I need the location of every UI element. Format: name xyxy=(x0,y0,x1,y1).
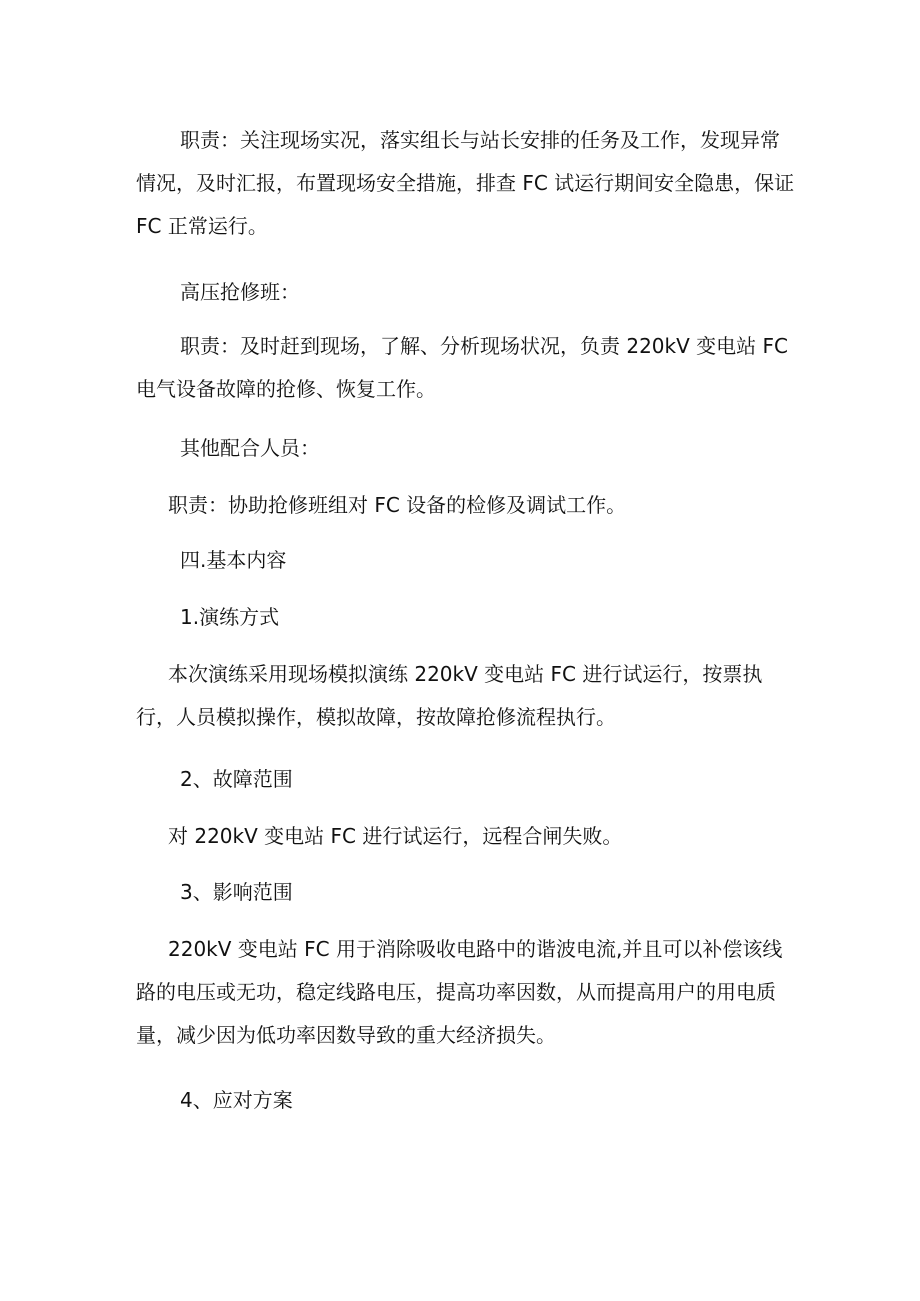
paragraph-duties-site-monitor: 职责：关注现场实况，落实组长与站长安排的任务及工作，发现异常情况，及时汇报，布置现场安全措施，排查 FC 试运行期间安全隐患，保证 FC 正常运行。 xyxy=(136,128,795,238)
paragraph-drill-method: 本次演练采用现场模拟演练 220kV 变电站 FC 进行试运行，按票执行，人员模拟操作，模拟故障，按故障抢修流程执行。 xyxy=(136,662,763,729)
heading-impact-scope: 3、影响范围 xyxy=(180,880,293,904)
paragraph-impact-scope: 220kV 变电站 FC 用于消除吸收电路中的谐波电流,并且可以补偿该线路的电压或无功，稳定线路电压，提高功率因数，从而提高用户的用电质量，减少因为低功率因数导致的重大经济损失。 xyxy=(136,937,783,1047)
heading-basic-content: 四.基本内容 xyxy=(180,548,287,572)
heading-fault-scope: 2、故障范围 xyxy=(180,767,293,791)
paragraph-duties-other-personnel: 职责：协助抢修班组对 FC 设备的检修及调试工作。 xyxy=(168,493,627,517)
paragraph-duties-repair-team: 职责：及时赶到现场，了解、分析现场状况，负责 220kV 变电站 FC 电气设备故障的抢修、恢复工作。 xyxy=(136,334,788,401)
paragraph-fault-scope: 对 220kV 变电站 FC 进行试运行，远程合闸失败。 xyxy=(168,824,623,848)
heading-response-plan: 4、应对方案 xyxy=(180,1088,293,1112)
paragraph-high-voltage-repair-team: 高压抢修班： xyxy=(180,280,300,304)
paragraph-other-personnel: 其他配合人员： xyxy=(180,436,320,460)
heading-drill-method: 1.演练方式 xyxy=(180,605,280,629)
